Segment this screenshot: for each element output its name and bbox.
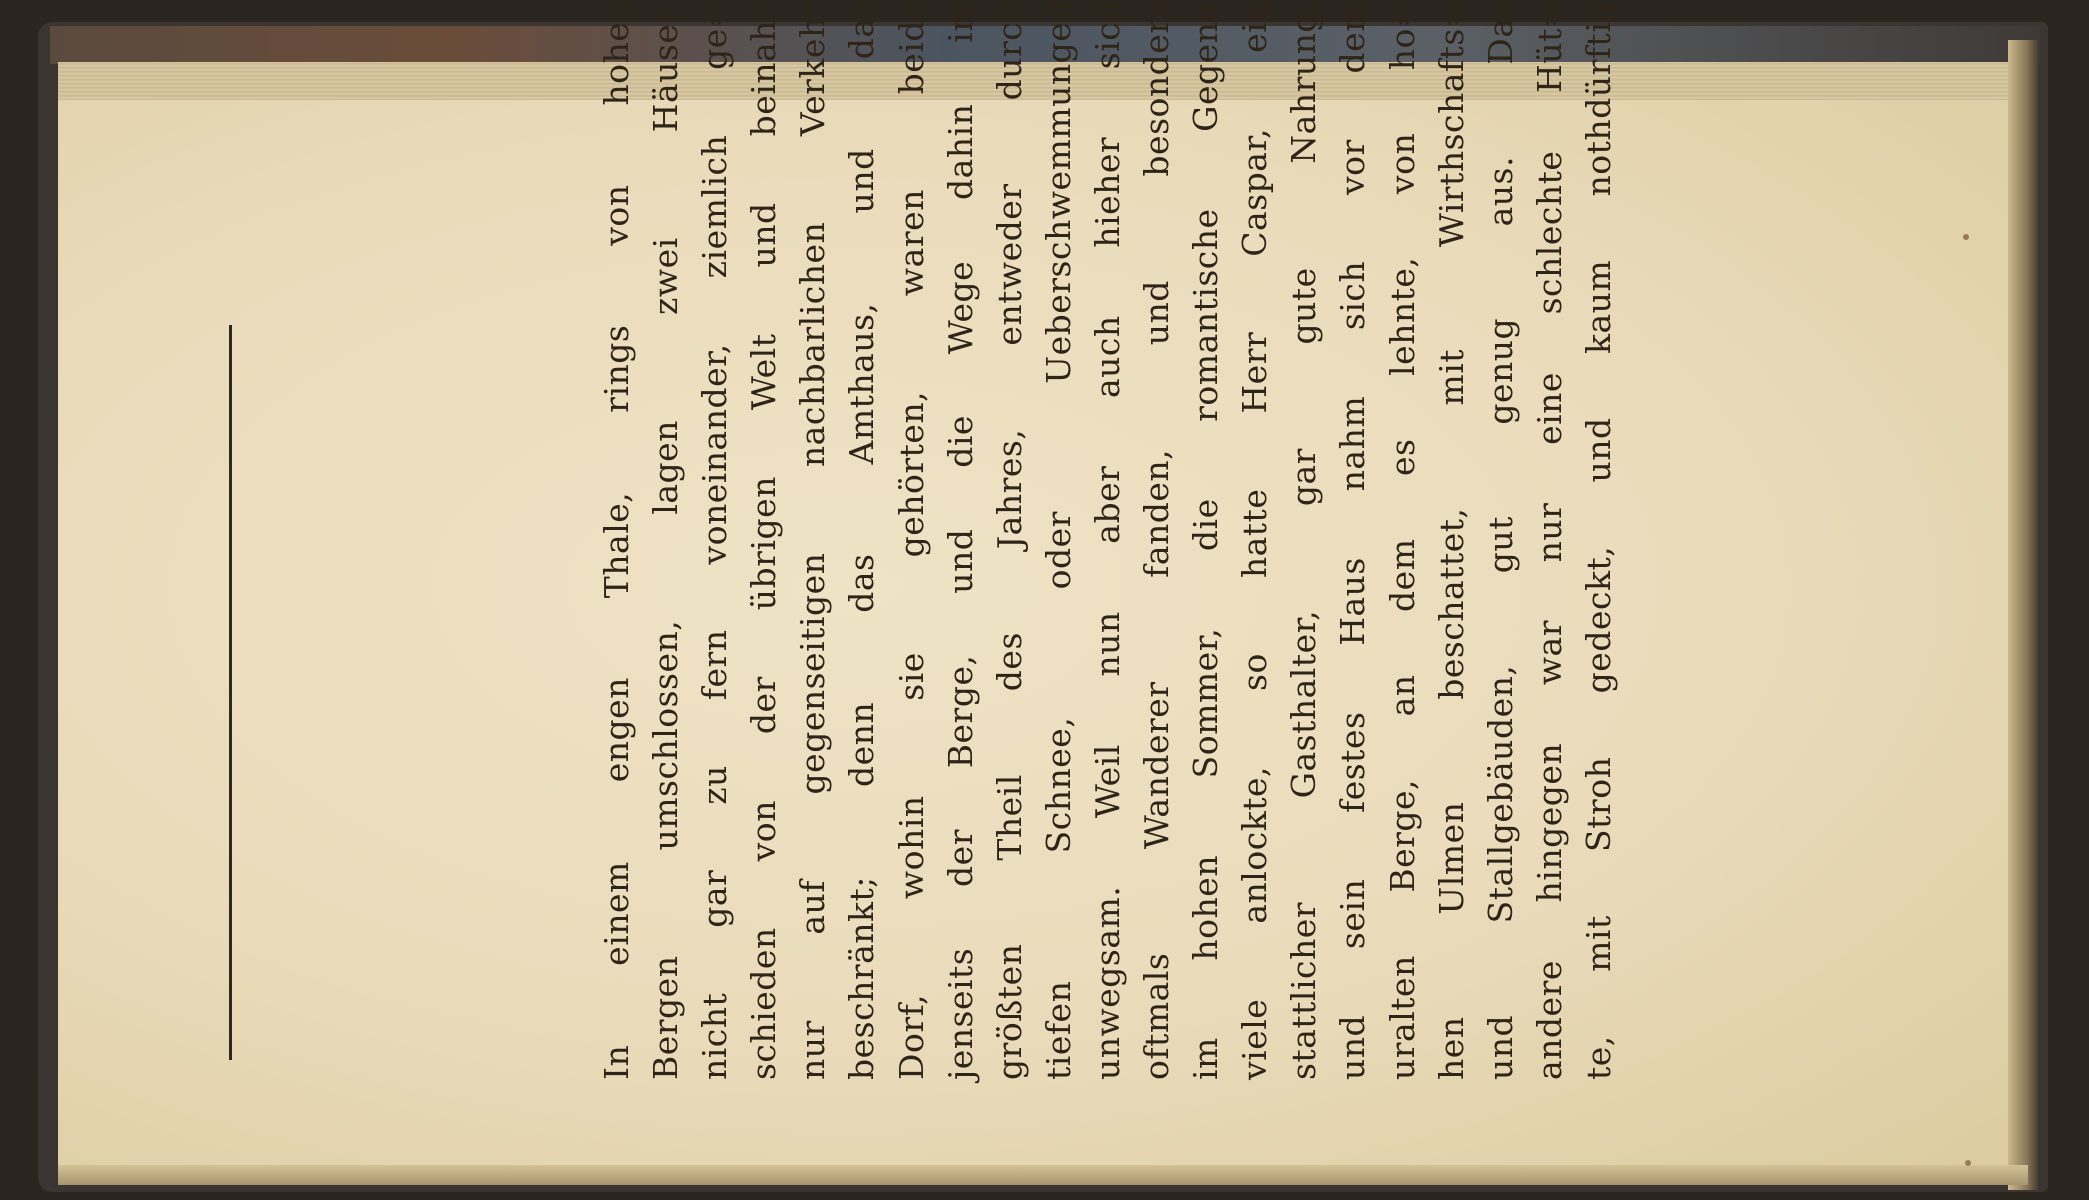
text-line: nur auf gegenseitigen nachbarlichen Verkehr — [793, 0, 833, 1080]
text-line: größten Theil des Jahres, entweder durch — [989, 0, 1029, 1080]
text-line: und Stallgebäuden, gut genug aus. Das — [1480, 0, 1520, 1080]
text-line: beschränkt; denn das Amthaus, und das — [842, 0, 882, 1080]
text-line: uralten Berge, an dem es lehnte, von ho= — [1382, 0, 1422, 1080]
text-line: tiefen Schnee, oder Ueberschwemmungen — [1038, 0, 1078, 1080]
page-lower-edge — [58, 1165, 2028, 1185]
text-line: viele anlockte, so hatte Herr Caspar, ein — [1235, 0, 1275, 1080]
paper-stain — [1965, 1160, 1971, 1166]
text-line: te, mit Stroh gedeckt, und kaum nothdürftig — [1578, 0, 1618, 1080]
text-line: Bergen umschlossen, lagen zwei Häuser, — [646, 0, 686, 1080]
text-line: oftmals Wanderer fanden, und besonders — [1137, 0, 1177, 1080]
text-line: im hohen Sommer, die romantische Gegend — [1186, 0, 1226, 1080]
text-line: stattlicher Gasthalter, gar gute Nahrung, — [1284, 0, 1324, 1080]
text-line: In einem engen Thale, rings von hohen — [597, 0, 636, 1080]
body-text — [592, 0, 1672, 1080]
text-line: andere hingegen war nur eine schlechte Hüt= — [1529, 0, 1569, 1080]
text-line: nicht gar zu fern voneinander, ziemlich ge= — [695, 0, 735, 1080]
decorative-rule — [229, 325, 232, 1060]
text-region — [592, 0, 1672, 1090]
text-line: hen Ulmen beschattet, mit Wirthschafts= — [1431, 0, 1471, 1080]
text-line: jenseits der Berge, und die Wege dahin im — [940, 0, 980, 1080]
page-side-edge — [2008, 40, 2038, 1190]
text-line: schieden von der übrigen Welt und beinahe — [744, 0, 784, 1080]
paper-stain — [1963, 234, 1969, 240]
text-line: Dorf, wohin sie gehörten, waren beide — [891, 0, 931, 1080]
text-line: unwegsam. Weil nun aber auch hieher sich — [1087, 0, 1127, 1080]
text-line: und sein festes Haus nahm sich vor dem — [1333, 0, 1373, 1080]
